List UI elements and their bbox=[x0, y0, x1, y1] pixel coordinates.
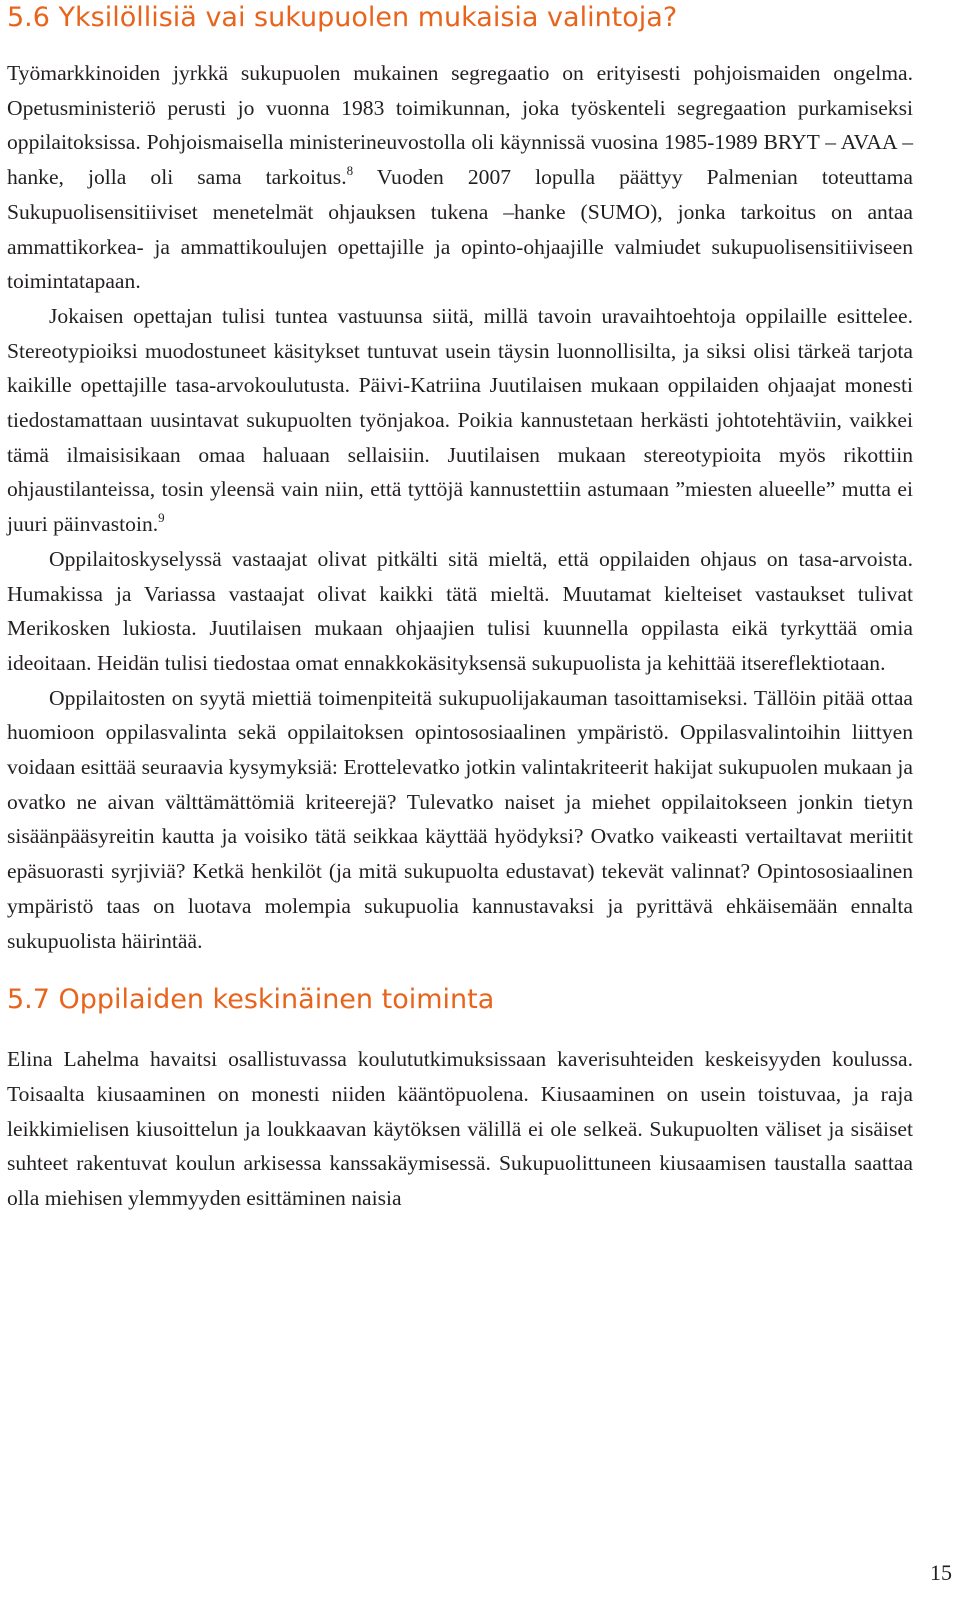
paragraph-text: Jokaisen opettajan tulisi tuntea vastuunsa siitä, millä tavoin uravaihtoehtoja oppilaille esittelee. Stereotypioiksi muodostuneet käsitykset tuntuvat usein täysin luonnollisilta, ja siksi olisi tärkeä tarjota kaikille opettajille tasa-arvokoulutusta. Päivi-Katriina Juutilaisen mukaan oppilaiden ohjaajat monesti tiedostamattaan uusintavat sukupuolten työnjakoa. Poikia kannustetaan herkästi johtotehtäviin, vaikkei tämä ilmaisisikaan omaa haluaan sellaisiin. Juutilaisen mukaan stereotypioita myös rikottiin ohjaustilanteissa, tosin yleensä vain niin, että tyttöjä kannustettiin astumaan ”miesten alueelle” mutta ei juuri päinvastoin. bbox=[7, 303, 913, 537]
paragraph-text: Vuoden 2007 lopulla päättyy Palmenian toteuttama Sukupuolisensitiiviset menetelmät ohjauksen tukena –hanke (SUMO), jonka tarkoitus on antaa ammattikorkea- ja ammattikoulujen opettajille ja opinto-ohjaajille valmiudet sukupuolisensitiiviseen toimintatapaan. bbox=[7, 165, 913, 294]
paragraph-text: Oppilaitosten on syytä miettiä toimenpiteitä sukupuolijakauman tasoittamiseksi. Tällöin pitää ottaa huomioon oppilasvalinta sekä oppilaitoksen opintososiaalinen ympäristö. Oppilasvalintoihin liittyen voidaan esittää seuraavia kysymyksiä: Erottelevatko jotkin valintakriteerit hakijat sukupuolen mukaan ja ovatko ne aivan välttämättömiä kriteerejä? Tulevatko naiset ja miehet oppilaitokseen jonkin tietyn sisäänpääsyreitin kautta ja voisiko tätä seikkaa käyttää hyödyksi? Ovatko vaikeasti vertailtavat meriitit epäsuorasti syrjiviä? Ketkä henkilöt (ja mitä sukupuolta edustavat) tekevät valinnat? Opintososiaalinen ympäristö taas on luotava molempia sukupuolia kannustavaksi ja pyrittävä ehkäisemään ennalta sukupuolista häirintää. bbox=[7, 685, 913, 953]
document-page bbox=[7, 0, 913, 1216]
paragraph-text: Oppilaitoskyselyssä vastaajat olivat pitkälti sitä mieltä, että oppilaiden ohjaus on tasa-arvoista. Humakissa ja Variassa vastaajat olivat kaikki tätä mieltä. Muutamat kielteiset vastaukset tulivat Merikosken lukiosta. Juutilaisen mukaan ohjaajien tulisi kuunnella oppilasta eikä tyrkyttää omia ideoitaan. Heidän tulisi tiedostaa omat ennakkokäsityksensä sukupuolista ja kehittää itsereflektiotaan. bbox=[7, 546, 913, 675]
paragraph bbox=[7, 681, 913, 959]
paragraph-text: Työmarkkinoiden jyrkkä sukupuolen mukainen segregaatio on erityisesti pohjoismaiden ongelma. Opetusministeriö perusti jo vuonna 1983 toimikunnan, joka työskenteli segregaation purkamiseksi oppilaitoksissa. Pohjoismaisella ministerineuvostolla oli käynnissä vuosina 1985-1989 BRYT – AVAA –hanke, jolla oli sama tarkoitus. bbox=[7, 61, 913, 190]
page-number: 15 bbox=[930, 1560, 952, 1585]
paragraph bbox=[7, 56, 913, 299]
footnote-marker[interactable]: 8 bbox=[346, 163, 354, 179]
paragraph-text: Elina Lahelma havaitsi osallistuvassa koulututkimuksissaan kaverisuhteiden keskeisyyden koulussa. Toisaalta kiusaaminen on monesti niiden kääntöpuolena. Kiusaaminen on usein toistuvaa, ja raja leikkimielisen kiusoittelun ja loukkaavan käytöksen välillä ei ole selkeä. Sukupuolten väliset ja sisäiset suhteet rakentuvat koulun arkisessa kanssakäymisessä. Sukupuolittuneen kiusaamisen taustalla saattaa olla miehisen ylemmyyden esittäminen naisia bbox=[7, 1047, 913, 1211]
section-heading: 5.6 Yksilöllisiä vai sukupuolen mukaisia valintoja? bbox=[7, 2, 678, 33]
footnote-marker[interactable]: 9 bbox=[158, 510, 165, 526]
section-heading: 5.7 Oppilaiden keskinäinen toiminta bbox=[7, 984, 495, 1016]
paragraph bbox=[7, 299, 913, 542]
paragraph bbox=[7, 1042, 913, 1216]
paragraph bbox=[7, 542, 913, 681]
